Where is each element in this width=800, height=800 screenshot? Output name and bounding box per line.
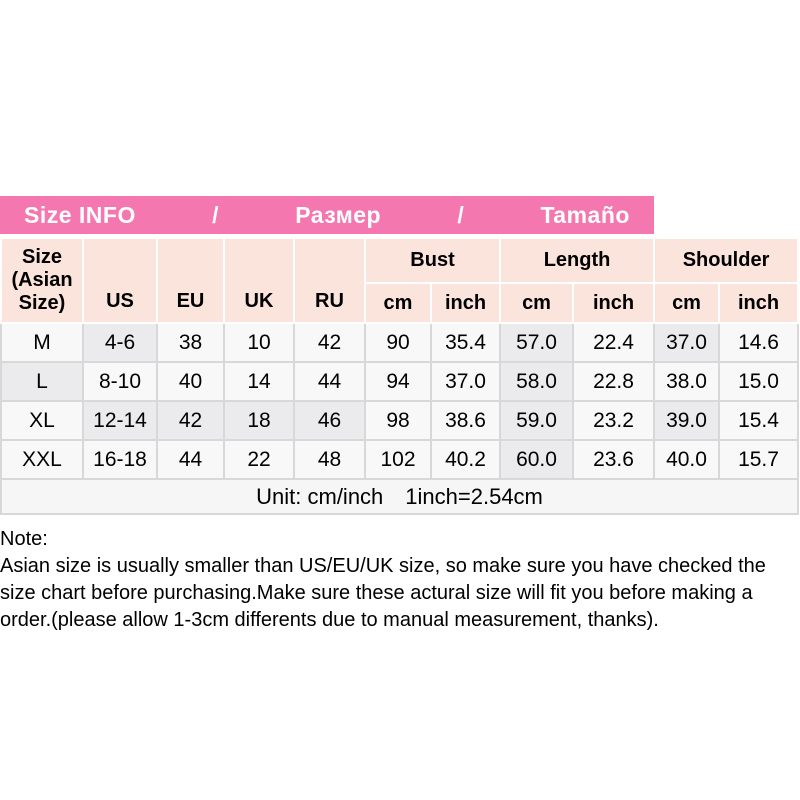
table-cell: 40.0: [654, 440, 719, 479]
size-chart-table: [0, 237, 799, 515]
table-cell: 37.0: [654, 323, 719, 362]
table-cell: 22.8: [573, 362, 654, 401]
table-cell: 35.4: [431, 323, 500, 362]
table-cell: 23.2: [573, 401, 654, 440]
table-cell: 12-14: [83, 401, 157, 440]
header-shoulder-inch: inch: [719, 283, 798, 323]
table-cell: 22: [224, 440, 294, 479]
header-bust-cm: cm: [365, 283, 431, 323]
table-cell: 46: [294, 401, 365, 440]
table-cell: 22.4: [573, 323, 654, 362]
header-ru: RU: [294, 238, 365, 323]
header-length-cm: cm: [500, 283, 573, 323]
header-size-asian: Size (Asian Size): [1, 238, 83, 323]
table-cell: 102: [365, 440, 431, 479]
banner-text-es: Tamaño: [540, 201, 630, 228]
banner-separator: /: [212, 201, 219, 228]
note-section: [0, 526, 800, 634]
table-cell: 44: [294, 362, 365, 401]
table-cell: 40.2: [431, 440, 500, 479]
table-cell: 23.6: [573, 440, 654, 479]
note-line: Asian size is usually smaller than US/EU/UK size, so make sure you have checked the: [0, 555, 766, 577]
table-cell: 14.6: [719, 323, 798, 362]
banner-separator: /: [457, 201, 465, 228]
table-cell: M: [1, 323, 83, 362]
unit-conversion: 1inch=2.54cm: [405, 483, 543, 509]
table-cell: 42: [157, 401, 224, 440]
table-cell: 4-6: [83, 323, 157, 362]
table-cell: 38: [157, 323, 224, 362]
unit-note-row: [1, 479, 798, 514]
table-cell: 15.0: [719, 362, 798, 401]
table-cell: L: [1, 362, 83, 401]
table-cell: 14: [224, 362, 294, 401]
table-cell: 48: [294, 440, 365, 479]
table-cell: 16-18: [83, 440, 157, 479]
table-cell: 57.0: [500, 323, 573, 362]
table-cell: 94: [365, 362, 431, 401]
table-cell: XXL: [1, 440, 83, 479]
header-shoulder-cm: cm: [654, 283, 719, 323]
table-cell: 44: [157, 440, 224, 479]
header-bust: Bust: [365, 238, 500, 283]
header-length-inch: inch: [573, 283, 654, 323]
table-cell: 38.6: [431, 401, 500, 440]
header-bust-inch: inch: [431, 283, 500, 323]
table-cell: 18: [224, 401, 294, 440]
table-cell: XL: [1, 401, 83, 440]
header-uk: UK: [224, 238, 294, 323]
table-cell: 59.0: [500, 401, 573, 440]
header-row-groups: [1, 238, 798, 283]
table-cell: 15.4: [719, 401, 798, 440]
size-row-m: [1, 323, 798, 362]
size-row-l: [1, 362, 798, 401]
table-cell: 90: [365, 323, 431, 362]
size-row-xl: [1, 401, 798, 440]
note-line: size chart before purchasing.Make sure these actural size will fit you before making a: [0, 582, 753, 604]
table-cell: 37.0: [431, 362, 500, 401]
table-cell: 60.0: [500, 440, 573, 479]
header-eu: EU: [157, 238, 224, 323]
header-shoulder: Shoulder: [654, 238, 798, 283]
banner-text-en: Size INFO: [24, 201, 136, 228]
table-cell: 38.0: [654, 362, 719, 401]
unit-label: Unit: cm/inch: [256, 483, 384, 509]
header-us: US: [83, 238, 157, 323]
table-cell: 98: [365, 401, 431, 440]
note-title: Note:: [0, 528, 48, 550]
table-cell: 10: [224, 323, 294, 362]
table-cell: 42: [294, 323, 365, 362]
banner-text-ru: Размер: [295, 201, 382, 228]
note-line: order.(please allow 1-3cm differents due to manual measurement, thanks).: [0, 609, 659, 631]
size-info-banner: [0, 196, 654, 234]
table-cell: 40: [157, 362, 224, 401]
table-cell: 8-10: [83, 362, 157, 401]
table-cell: 39.0: [654, 401, 719, 440]
table-cell: 58.0: [500, 362, 573, 401]
table-cell: 15.7: [719, 440, 798, 479]
unit-note-cell: [1, 479, 798, 514]
size-row-xxl: [1, 440, 798, 479]
header-length: Length: [500, 238, 654, 283]
